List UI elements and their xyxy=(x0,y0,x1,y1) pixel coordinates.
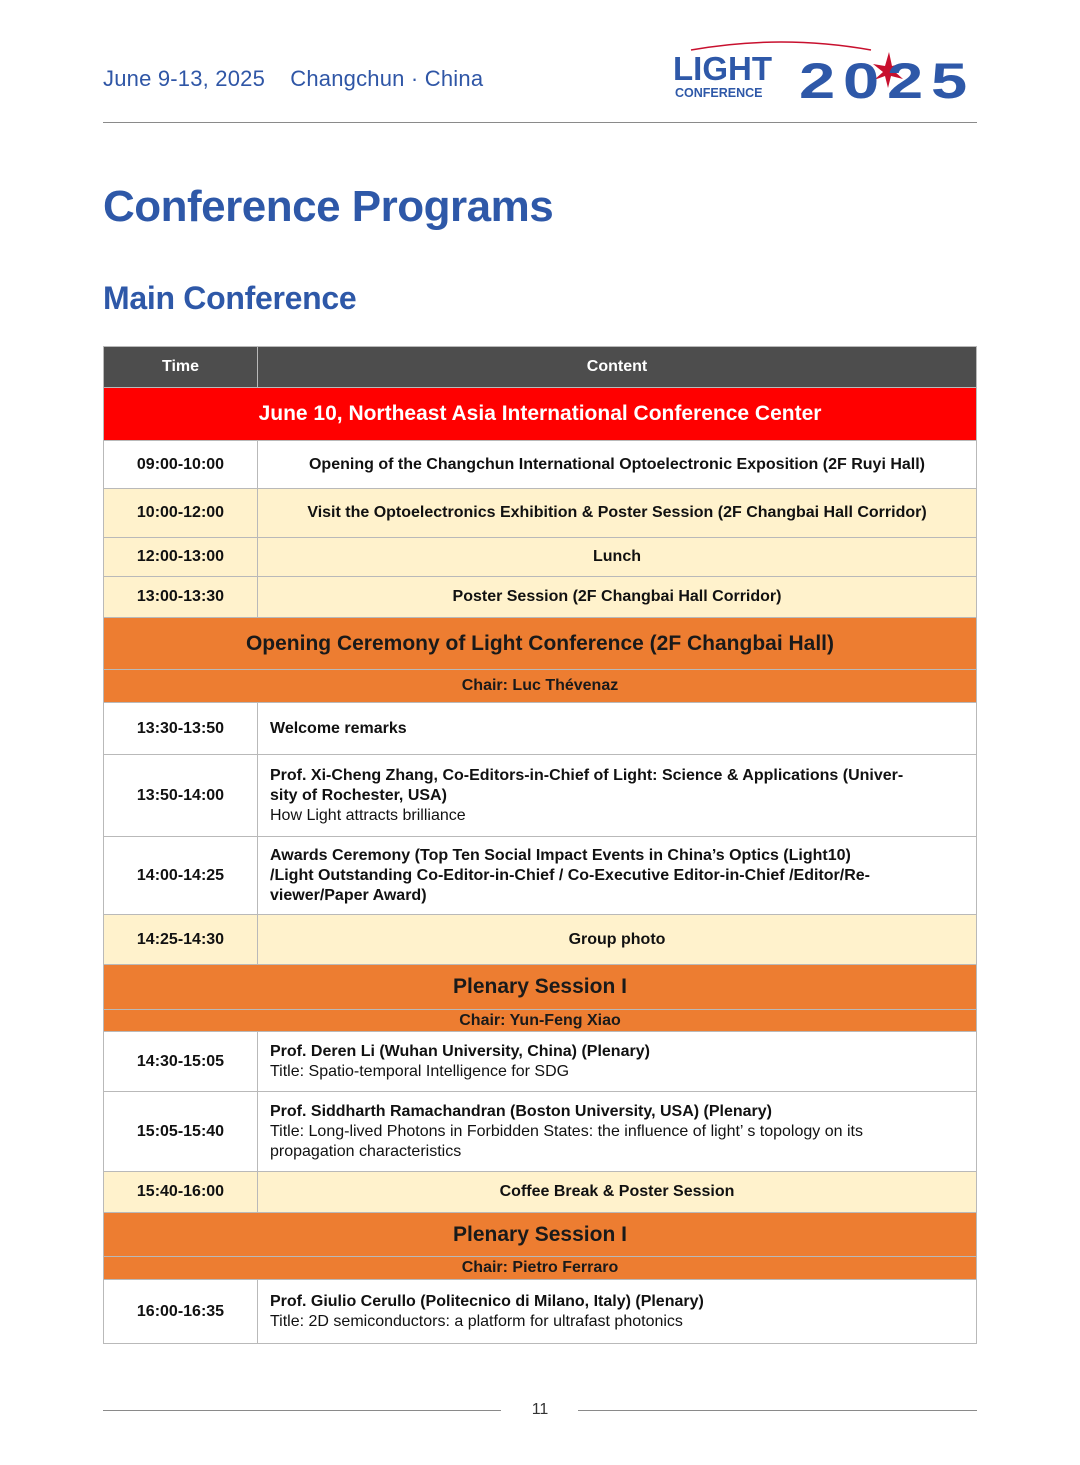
table-row xyxy=(104,1032,977,1092)
page-number: 11 xyxy=(531,1401,549,1418)
logo-sub: CONFERENCE xyxy=(675,86,763,100)
content-cell: Opening of the Changchun International Optoelectronic Exposition (2F Ruyi Hall) xyxy=(258,441,977,489)
content-cell xyxy=(258,755,977,837)
time-cell: 13:50-14:00 xyxy=(104,755,258,837)
session-row xyxy=(104,618,977,670)
light-conference-logo xyxy=(671,40,977,100)
session-chair: Chair: Pietro Ferraro xyxy=(104,1257,977,1280)
time-cell: 14:25-14:30 xyxy=(104,915,258,965)
session-chair: Chair: Luc Thévenaz xyxy=(104,670,977,703)
footer-rule-right xyxy=(578,1410,977,1411)
speaker-line: sity of Rochester, USA) xyxy=(270,786,447,804)
table-row xyxy=(104,755,977,837)
time-cell: 09:00-10:00 xyxy=(104,441,258,489)
logo-year: 2025 xyxy=(799,53,975,100)
session-row xyxy=(104,1213,977,1257)
talk-title: Title: 2D semiconductors: a platform for ultrafast photonics xyxy=(270,1312,683,1330)
content-cell: Group photo xyxy=(258,915,977,965)
session-title: Plenary Session I xyxy=(104,1213,977,1257)
header-date-location xyxy=(103,66,483,92)
header-date: June 9-13, 2025 xyxy=(103,66,266,91)
session-title: Opening Ceremony of Light Conference (2F Changbai Hall) xyxy=(104,618,977,670)
speaker-line: Prof. Siddharth Ramachandran (Boston University, USA) (Plenary) xyxy=(270,1102,773,1120)
table-row xyxy=(104,538,977,577)
table-row xyxy=(104,577,977,618)
page-header xyxy=(103,50,977,102)
time-cell: 14:30-15:05 xyxy=(104,1032,258,1092)
table-row xyxy=(104,441,977,489)
content-cell: Visit the Optoelectronics Exhibition & Poster Session (2F Changbai Hall Corridor) xyxy=(258,489,977,538)
chair-row xyxy=(104,1257,977,1280)
talk-title: Title: Long-lived Photons in Forbidden States: the influence of light’ s topology on its xyxy=(270,1122,863,1140)
table-header-row xyxy=(104,347,977,388)
header-location: Changchun · China xyxy=(290,66,484,91)
content-cell: Lunch xyxy=(258,538,977,577)
page-title: Conference Programs xyxy=(103,182,554,231)
content-cell: Poster Session (2F Changbai Hall Corridor) xyxy=(258,577,977,618)
talk-title: How Light attracts brilliance xyxy=(270,806,466,824)
talk-title: Title: Spatio-temporal Intelligence for SDG xyxy=(270,1062,570,1080)
day-row xyxy=(104,388,977,441)
table-row xyxy=(104,489,977,538)
time-cell: 15:05-15:40 xyxy=(104,1092,258,1172)
chair-row xyxy=(104,1010,977,1032)
time-cell: 10:00-12:00 xyxy=(104,489,258,538)
time-cell: 14:00-14:25 xyxy=(104,837,258,915)
column-header-time: Time xyxy=(104,347,258,388)
program-table xyxy=(103,346,977,1344)
header-rule xyxy=(103,122,977,123)
table-row xyxy=(104,1172,977,1213)
footer-rule-left xyxy=(103,1410,501,1411)
column-header-content: Content xyxy=(258,347,977,388)
session-chair: Chair: Yun-Feng Xiao xyxy=(104,1010,977,1032)
content-cell: Welcome remarks xyxy=(258,703,977,755)
time-cell: 15:40-16:00 xyxy=(104,1172,258,1213)
content-cell xyxy=(258,1280,977,1344)
content-cell xyxy=(258,1032,977,1092)
session-title: Plenary Session I xyxy=(104,965,977,1010)
content-cell xyxy=(258,1092,977,1172)
logo-word: LIGHT xyxy=(673,50,772,87)
speaker-line: Prof. Giulio Cerullo (Politecnico di Milano, Italy) (Plenary) xyxy=(270,1292,704,1310)
session-row xyxy=(104,965,977,1010)
time-cell: 13:00-13:30 xyxy=(104,577,258,618)
table-row xyxy=(104,703,977,755)
table-row xyxy=(104,1280,977,1344)
section-title: Main Conference xyxy=(103,280,357,316)
content-line: /Light Outstanding Co-Editor-in-Chief / Co-Executive Editor-in-Chief /Editor/Re- xyxy=(270,866,870,884)
talk-title: propagation characteristics xyxy=(270,1142,462,1160)
table-row xyxy=(104,1092,977,1172)
speaker-line: Prof. Xi-Cheng Zhang, Co-Editors-in-Chief of Light: Science & Applications (Univer- xyxy=(270,766,904,784)
chair-row xyxy=(104,670,977,703)
content-cell: Coffee Break & Poster Session xyxy=(258,1172,977,1213)
table-row xyxy=(104,837,977,915)
time-cell: 12:00-13:00 xyxy=(104,538,258,577)
time-cell: 13:30-13:50 xyxy=(104,703,258,755)
table-row xyxy=(104,915,977,965)
speaker-line: Prof. Deren Li (Wuhan University, China) (Plenary) xyxy=(270,1042,650,1060)
time-cell: 16:00-16:35 xyxy=(104,1280,258,1344)
day-heading: June 10, Northeast Asia International Conference Center xyxy=(104,388,977,441)
content-line: Awards Ceremony (Top Ten Social Impact Events in China’s Optics (Light10) xyxy=(270,846,851,864)
content-cell xyxy=(258,837,977,915)
content-line: viewer/Paper Award) xyxy=(270,886,427,904)
